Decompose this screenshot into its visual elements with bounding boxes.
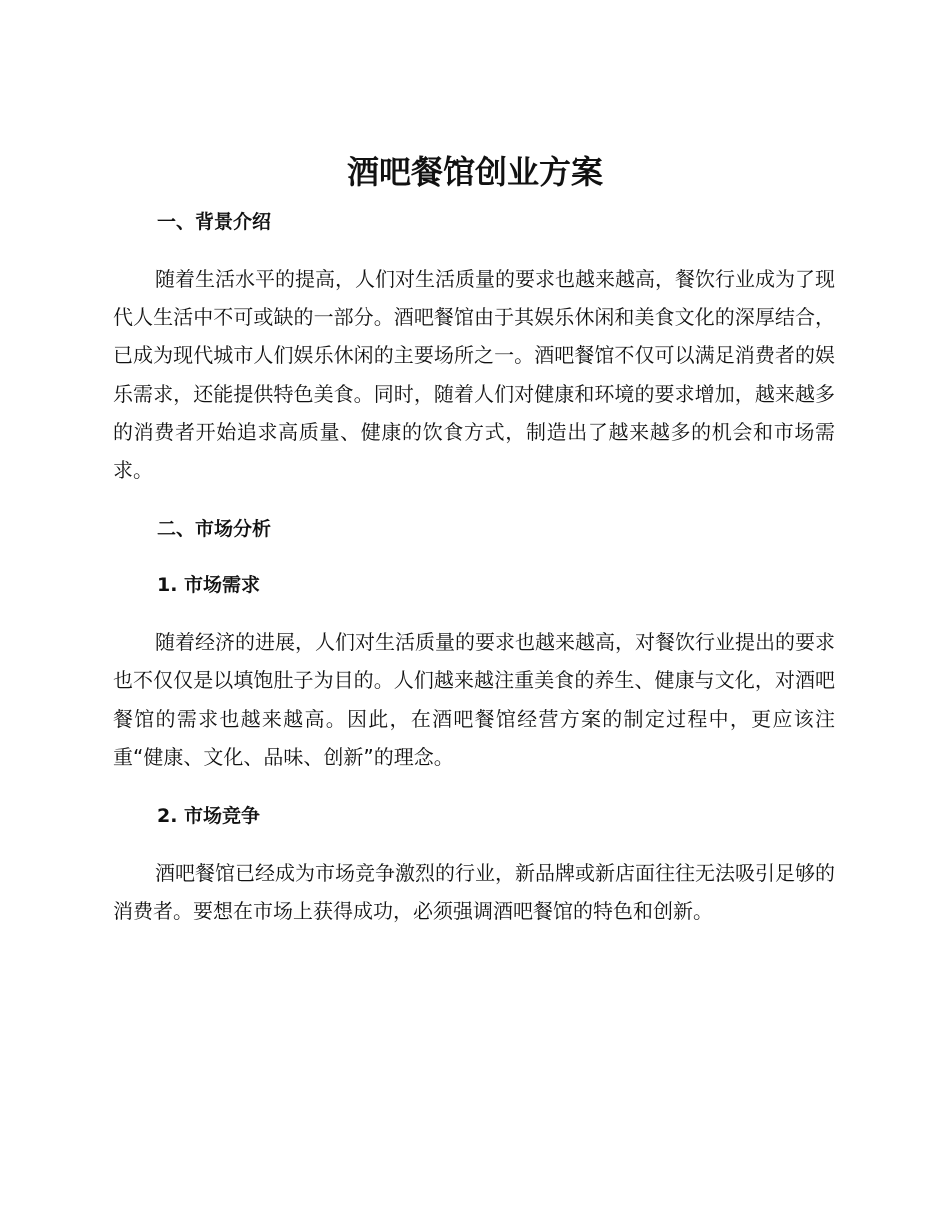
document-body xyxy=(113,204,835,930)
demand-paragraph: 随着经济的进展，人们对生活质量的要求也越来越高，对餐饮行业提出的要求也不仅仅是以填饱肚子为目的。人们越来越注重美食的养生、健康与文化，对酒吧餐馆的需求也越来越高。因此，在酒吧餐馆经营方案的制定过程中，更应该注重“健康、文化、品味、创新”的理念。 xyxy=(113,630,835,769)
subsection-heading-competition: 2. 市场竞争 xyxy=(157,805,261,828)
subsection-heading-demand: 1. 市场需求 xyxy=(157,574,261,597)
background-paragraph: 随着生活水平的提高，人们对生活质量的要求也越来越高，餐饮行业成为了现代人生活中不可或缺的一部分。酒吧餐馆由于其娱乐休闲和美食文化的深厚结合，已成为现代城市人们娱乐休闲的主要场所之一。酒吧餐馆不仅可以满足消费者的娱乐需求，还能提供特色美食。同时，随着人们对健康和环境的要求增加，越来越多的消费者开始追求高质量、健康的饮食方式，制造出了越来越多的机会和市场需求。 xyxy=(113,267,835,483)
competition-paragraph: 酒吧餐馆已经成为市场竞争激烈的行业，新品牌或新店面往往无法吸引足够的消费者。要想在市场上获得成功，必须强调酒吧餐馆的特色和创新。 xyxy=(113,861,835,924)
section-heading-market: 二、市场分析 xyxy=(157,518,272,541)
document-title: 酒吧餐馆创业方案 xyxy=(346,153,603,191)
section-heading-background: 一、背景介绍 xyxy=(157,211,272,233)
